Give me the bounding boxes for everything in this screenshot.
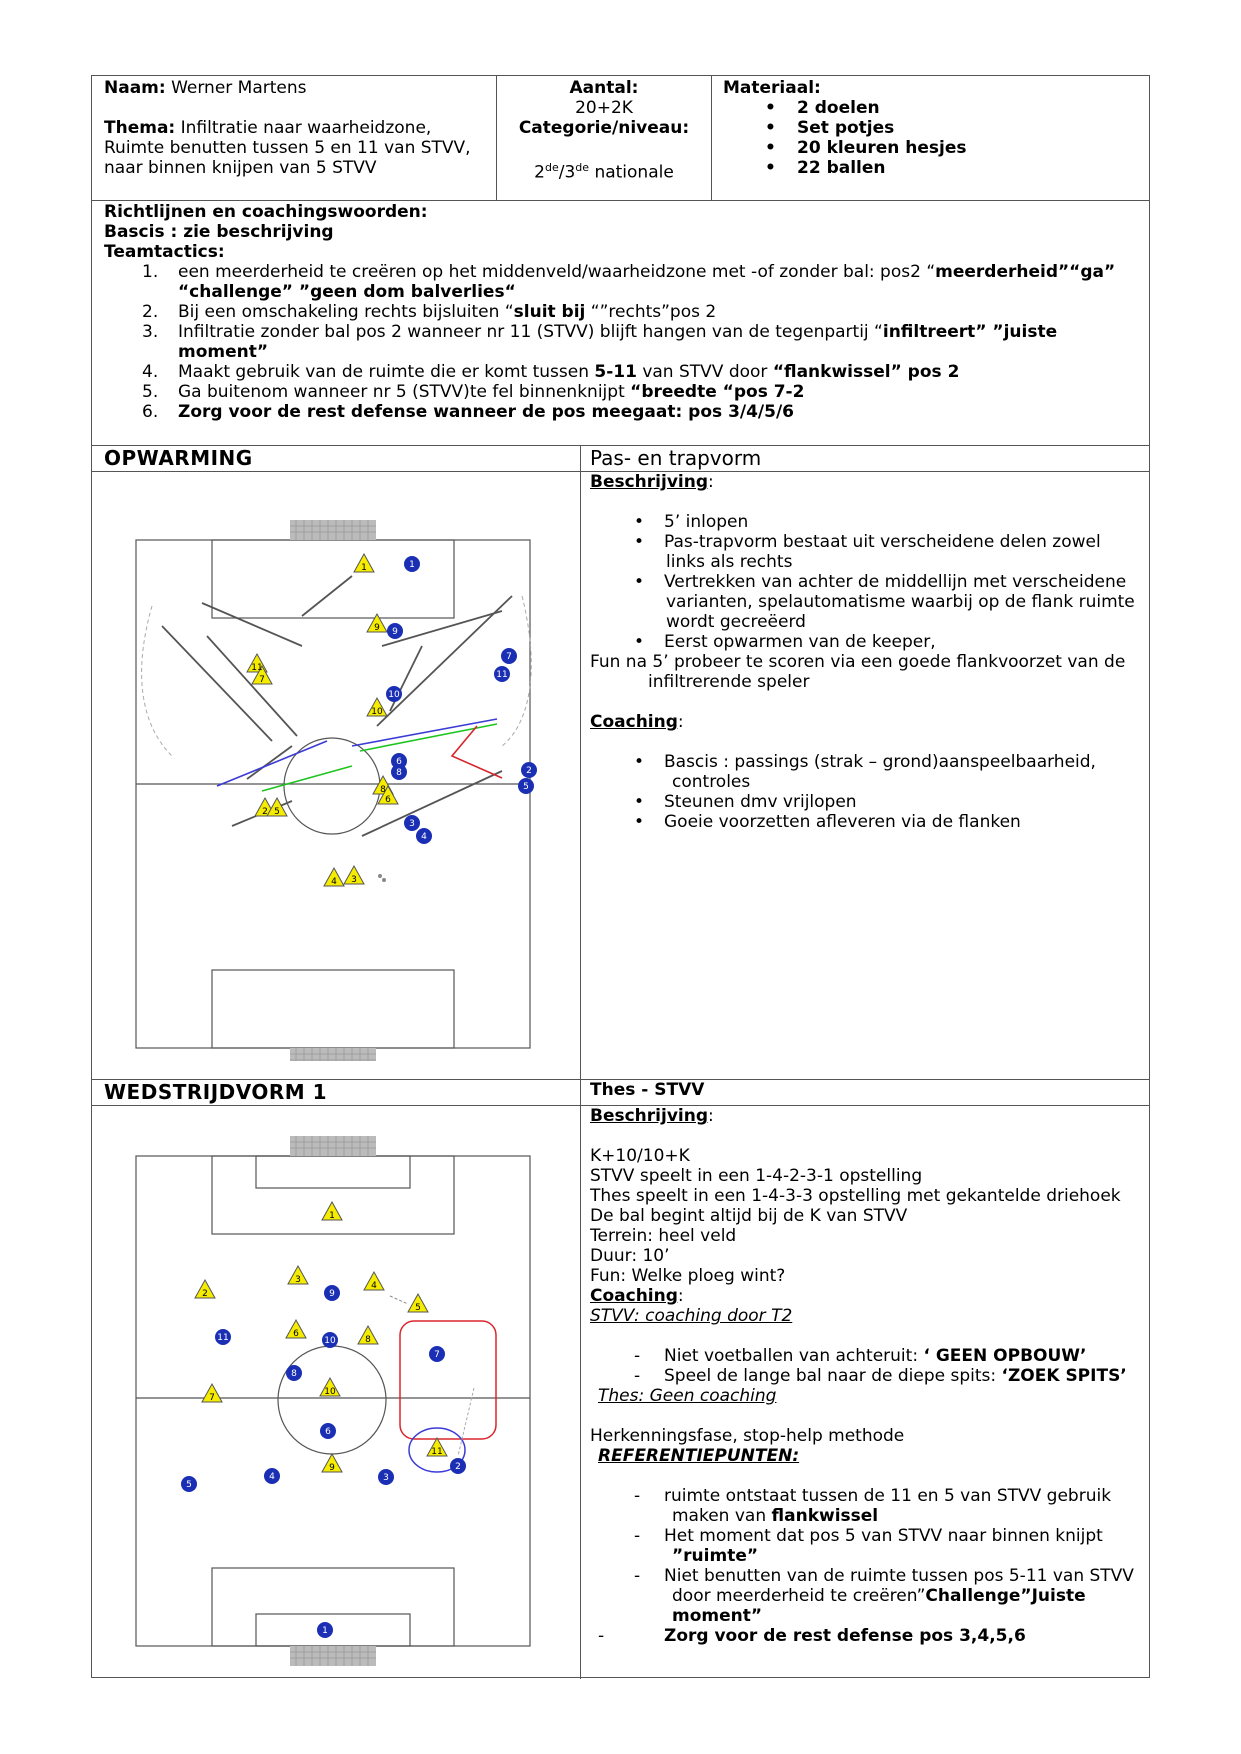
referentie-item: - Het moment dat pos 5 van STVV naar binnen knijpt ”ruimte” bbox=[590, 1526, 1145, 1566]
opwarming-bullet: • 5’ inlopen bbox=[590, 512, 1145, 532]
info-line: De bal begint altijd bij de K van STVV bbox=[590, 1206, 908, 1226]
svg-text:6: 6 bbox=[293, 1329, 299, 1339]
svg-text:10: 10 bbox=[324, 1336, 336, 1346]
session-sheet bbox=[91, 75, 1150, 1678]
opwarming-pitch-diagram bbox=[122, 496, 542, 1061]
tactic-item-3: 3. Infiltratie zonder bal pos 2 wanneer nr 11 (STVV) blijft hangen van de tegenpartij “infiltreert” ”juiste moment” bbox=[142, 322, 1058, 362]
tactic-item-1: 1. een meerderheid te creëren op het middenveld/waarheidzone met -of zonder bal: pos2 “meerderheid”“ga” “challenge” ”geen dom balverlies“ bbox=[142, 262, 1116, 302]
svg-text:6: 6 bbox=[325, 1427, 331, 1437]
wedstrijdvorm-pitch-diagram bbox=[122, 1128, 542, 1668]
bascis-line: Bascis : zie beschrijving bbox=[104, 222, 334, 242]
svg-text:8: 8 bbox=[396, 768, 402, 778]
svg-text:10: 10 bbox=[371, 707, 383, 717]
info-line: Duur: 10’ bbox=[590, 1246, 670, 1266]
svg-text:2: 2 bbox=[526, 766, 532, 776]
naam-label: Naam: bbox=[104, 78, 166, 98]
tactic-item-5: 5. Ga buitenom wanneer nr 5 (STVV)te fel binnenknijpt “breedte “pos 7-2 bbox=[142, 382, 805, 402]
svg-text:11: 11 bbox=[251, 663, 263, 673]
wedstrijdvorm-subtitle: Thes - STVV bbox=[590, 1080, 705, 1100]
tactic-item-4: 4. Maakt gebruik van de ruimte die er komt tussen 5-11 van STVV door “flankwissel” pos 2 bbox=[142, 362, 960, 382]
svg-text:2: 2 bbox=[202, 1289, 208, 1299]
info-line: Terrein: heel veld bbox=[590, 1226, 737, 1246]
pitch-outline bbox=[136, 1156, 530, 1646]
svg-text:3: 3 bbox=[295, 1275, 301, 1285]
penalty-area-top bbox=[212, 540, 454, 618]
svg-text:4: 4 bbox=[371, 1281, 377, 1291]
svg-text:9: 9 bbox=[329, 1463, 335, 1473]
materiaal-item: • 20 kleuren hesjes bbox=[723, 138, 1143, 158]
coaching-dash-item: - Niet voetballen van achteruit: ‘ GEEN OPBOUW’ bbox=[590, 1346, 1145, 1366]
richtlijnen-section bbox=[104, 202, 1144, 422]
svg-text:9: 9 bbox=[374, 623, 380, 633]
tactic-item-2: 2. Bij een omschakeling rechts bijsluiten “sluit bij “”rechts”pos 2 bbox=[142, 302, 717, 322]
coaching-label: Coaching bbox=[590, 1286, 678, 1306]
teamtactics-label: Teamtactics: bbox=[104, 242, 225, 262]
svg-text:10: 10 bbox=[324, 1387, 336, 1397]
thema-line-2: Ruimte benutten tussen 5 en 11 van STVV, bbox=[104, 138, 471, 158]
naam-value: Werner Martens bbox=[171, 78, 307, 98]
coaching-dash-item: - Speel de lange bal naar de diepe spits: ‘ZOEK SPITS’ bbox=[590, 1366, 1145, 1386]
goal-bottom bbox=[290, 1646, 376, 1666]
svg-text:7: 7 bbox=[259, 675, 265, 685]
stvv-players bbox=[386, 556, 537, 844]
materiaal-list bbox=[723, 98, 1143, 178]
svg-text:8: 8 bbox=[365, 1335, 371, 1345]
wedstrijdvorm-description: Beschrijving: K+10/10+K STVV speelt in een 1-4-2-3-1 opstelling Thes speelt in een 1-4-3-3 opstelling met gekantelde driehoek De bal begint altijd bij de K van STVV Terrein: heel veld Duur: 10’ Fun: Welke ploeg wint? Coaching: STVV: coaching door T2 - Niet voetballen van achteruit: ‘ GEEN OPBOUW’ - Speel de lange bal naar de diepe spits: ‘ZOEK SPITS’ Thes: Geen coaching Herkenningsfase, stop-help methode REFERENTIEPUNTEN: - ruimte ontstaat tussen de 11 en 5 van STVV gebruik maken van flankwissel - Het moment dat pos 5 van STVV naar binnen knijpt ”ruimte” - Niet benutten van de ruimte tussen pos 5-11 van STVV door meerderheid te creëren”Challenge”Juiste moment” - Zorg voor de rest defense pos 3,4,5,6 bbox=[590, 1106, 1145, 1646]
penalty-area-top bbox=[212, 1156, 454, 1234]
referentie-item-last: - Zorg voor de rest defense pos 3,4,5,6 bbox=[598, 1626, 1026, 1646]
info-line: Fun: Welke ploeg wint? bbox=[590, 1266, 786, 1286]
pass-arrows bbox=[162, 576, 512, 836]
svg-text:7: 7 bbox=[434, 1350, 440, 1360]
svg-text:1: 1 bbox=[361, 563, 367, 573]
goal-area-top bbox=[256, 1156, 410, 1188]
svg-text:2: 2 bbox=[262, 807, 268, 817]
svg-text:4: 4 bbox=[331, 877, 337, 887]
pitch-outline bbox=[136, 540, 530, 1048]
thema-line-1: Infiltratie naar waarheidzone, bbox=[180, 118, 432, 138]
svg-text:1: 1 bbox=[409, 560, 415, 570]
coaching-bullet: • Bascis : passings (strak – grond)aanspeelbaarheid, controles bbox=[590, 752, 1145, 792]
materiaal-cell bbox=[723, 78, 1143, 178]
svg-text:7: 7 bbox=[209, 1393, 215, 1403]
beschrijving-label: Beschrijving bbox=[590, 1106, 709, 1126]
naam-thema-cell bbox=[104, 78, 494, 178]
referentie-item: - ruimte ontstaat tussen de 11 en 5 van STVV gebruik maken van flankwissel bbox=[590, 1486, 1145, 1526]
svg-text:3: 3 bbox=[409, 819, 415, 829]
coaching-label: Coaching bbox=[590, 712, 678, 732]
thes-players bbox=[247, 554, 398, 886]
divider bbox=[580, 445, 581, 1679]
svg-text:3: 3 bbox=[351, 875, 357, 885]
aantal-label: Aantal: bbox=[569, 78, 639, 98]
goal-nets bbox=[290, 520, 376, 1061]
opwarming-bullet: • Eerst opwarmen van de keeper, bbox=[590, 632, 1145, 652]
goal-top bbox=[290, 520, 376, 540]
info-line: K+10/10+K bbox=[590, 1146, 690, 1166]
svg-text:10: 10 bbox=[388, 690, 400, 700]
materiaal-item: • 22 ballen bbox=[723, 158, 1143, 178]
svg-text:5: 5 bbox=[186, 1480, 192, 1490]
aantal-cell bbox=[497, 78, 711, 183]
opwarming-subtitle: Pas- en trapvorm bbox=[590, 446, 762, 470]
opwarming-bullet: • Vertrekken van achter de middellijn met verscheidene varianten, spelautomatisme waarbij op de flank ruimte wordt gecreëerd bbox=[590, 572, 1145, 632]
niveau-value: 2de/3de nationale bbox=[534, 161, 674, 183]
svg-text:11: 11 bbox=[217, 1333, 229, 1343]
svg-text:4: 4 bbox=[269, 1472, 275, 1482]
tactic-item-6: 6. Zorg voor de rest defense wanneer de pos meegaat: pos 3/4/5/6 bbox=[142, 402, 795, 422]
svg-text:11: 11 bbox=[431, 1447, 443, 1457]
svg-text:4: 4 bbox=[421, 832, 427, 842]
svg-text:9: 9 bbox=[392, 627, 398, 637]
svg-text:5: 5 bbox=[274, 807, 280, 817]
penalty-area-bottom bbox=[212, 1568, 454, 1646]
richtlijnen-title: Richtlijnen en coachingswoorden: bbox=[104, 202, 428, 222]
wedstrijdvorm-title: WEDSTRIJDVORM 1 bbox=[104, 1080, 328, 1104]
divider bbox=[92, 200, 1149, 201]
svg-text:6: 6 bbox=[396, 757, 402, 767]
svg-text:9: 9 bbox=[329, 1289, 335, 1299]
herkenning-line: Herkenningsfase, stop-help methode bbox=[590, 1426, 905, 1446]
fun-line-2: infiltrerende speler bbox=[648, 672, 810, 692]
thes-coaching: Thes: Geen coaching bbox=[598, 1386, 777, 1406]
svg-text:1: 1 bbox=[322, 1626, 328, 1636]
svg-text:1: 1 bbox=[329, 1211, 335, 1221]
thema-label: Thema: bbox=[104, 118, 176, 138]
goal-top bbox=[290, 1136, 376, 1156]
referentie-label: REFERENTIEPUNTEN: bbox=[598, 1446, 800, 1466]
divider bbox=[711, 76, 712, 200]
goal-bottom bbox=[290, 1048, 376, 1061]
svg-text:5: 5 bbox=[415, 1303, 421, 1313]
opwarming-bullet: • Pas-trapvorm bestaat uit verscheidene delen zowel links als rechts bbox=[590, 532, 1145, 572]
referentie-item: - Niet benutten van de ruimte tussen pos 5-11 van STVV door meerderheid te creëren”Challenge”Juiste moment” bbox=[590, 1566, 1145, 1626]
stvv-coaching: STVV: coaching door T2 bbox=[590, 1306, 793, 1326]
svg-text:3: 3 bbox=[383, 1473, 389, 1483]
svg-text:8: 8 bbox=[380, 785, 386, 795]
coaching-bullet: • Goeie voorzetten afleveren via de flanken bbox=[590, 812, 1145, 832]
svg-text:7: 7 bbox=[506, 652, 512, 662]
svg-text:11: 11 bbox=[496, 670, 508, 680]
categorie-label: Categorie/niveau: bbox=[518, 118, 690, 138]
svg-text:8: 8 bbox=[291, 1369, 297, 1379]
opwarming-description: Beschrijving: • 5’ inlopen • Pas-trapvorm bestaat uit verscheidene delen zowel links als rechts • Vertrekken van achter de middellijn met verscheidene varianten, spelautomatisme waarbij op de flank ruimte wordt gecreëerd • Eerst opwarmen van de keeper, Fun na 5’ probeer te scoren via een goede flankvoorzet van de infiltrerende speler Coaching: • Bascis : passings (strak – grond)aanspeelbaarheid, controles • Steunen dmv vrijlopen • Goeie voorzetten afleveren via de flanken bbox=[590, 472, 1145, 832]
svg-text:2: 2 bbox=[455, 1462, 461, 1472]
fun-line-1: Fun na 5’ probeer te scoren via een goede flankvoorzet van de bbox=[590, 652, 1126, 672]
info-line: STVV speelt in een 1-4-2-3-1 opstelling bbox=[590, 1166, 923, 1186]
coaching-bullet: • Steunen dmv vrijlopen bbox=[590, 792, 1145, 812]
opwarming-title: OPWARMING bbox=[104, 446, 253, 470]
info-line: Thes speelt in een 1-4-3-3 opstelling met gekantelde driehoek bbox=[590, 1186, 1121, 1206]
aantal-value: 20+2K bbox=[575, 98, 633, 118]
penalty-area-bottom bbox=[212, 970, 454, 1048]
beschrijving-label: Beschrijving bbox=[590, 472, 709, 492]
svg-text:5: 5 bbox=[523, 782, 529, 792]
svg-text:6: 6 bbox=[385, 795, 391, 805]
thema-line-3: naar binnen knijpen van 5 STVV bbox=[104, 158, 377, 178]
materiaal-item: • Set potjes bbox=[723, 118, 1143, 138]
materiaal-label: Materiaal: bbox=[723, 78, 821, 98]
zone-highlight bbox=[400, 1321, 496, 1439]
materiaal-item: • 2 doelen bbox=[723, 98, 1143, 118]
